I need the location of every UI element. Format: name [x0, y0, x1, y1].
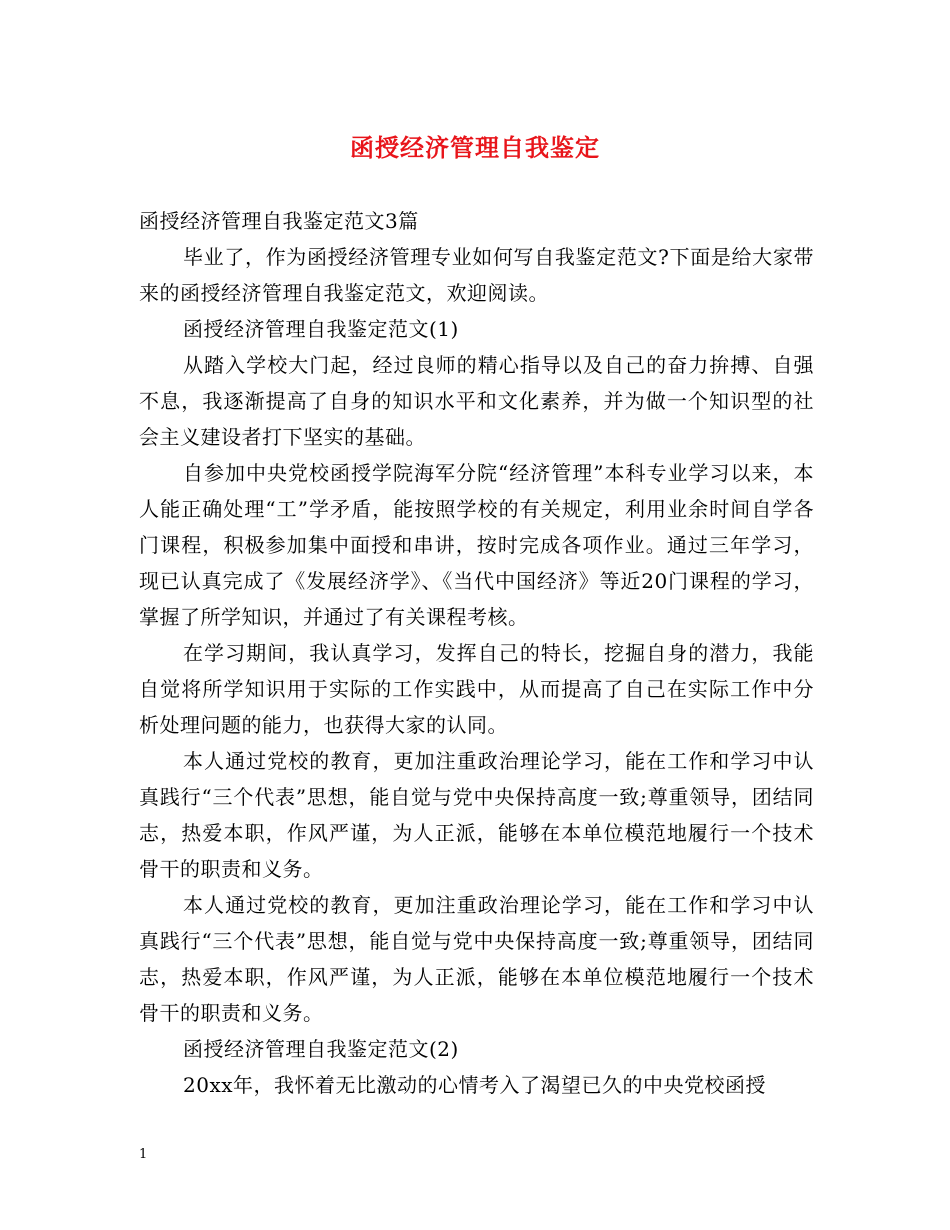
paragraph: 从踏入学校大门起，经过良师的精心指导以及自己的奋力拚搏、自强不息，我逐渐提高了自身的知识水平和文化素养，并为做一个知识型的社会主义建设者打下坚实的基础。 — [139, 353, 814, 449]
paragraph-intro: 毕业了，作为函授经济管理专业如何写自我鉴定范文?下面是给大家带来的函授经济管理自我鉴定范文，欢迎阅读。 — [139, 245, 814, 305]
section-heading-1: 函授经济管理自我鉴定范文(1) — [183, 317, 459, 341]
document-body — [139, 203, 814, 1103]
paragraph: 20xx年，我怀着无比激动的心情考入了渴望已久的中央党校函授 — [183, 1073, 767, 1097]
paragraph: 自参加中央党校函授学院海军分院“经济管理”本科专业学习以来，本人能正确处理“工”学矛盾，能按照学校的有关规定，利用业余时间自学各门课程，积极参加集中面授和串讲，按时完成各项作业。通过三年学习，现已认真完成了《发展经济学》、《当代中国经济》等近20门课程的学习，掌握了所学知识，并通过了有关课程考核。 — [139, 461, 814, 629]
document-title: 函授经济管理自我鉴定 — [350, 133, 600, 162]
section-heading-2: 函授经济管理自我鉴定范文(2) — [183, 1037, 459, 1061]
paragraph-subtitle: 函授经济管理自我鉴定范文3篇 — [139, 209, 419, 233]
page-number: 1 — [139, 1147, 148, 1162]
paragraph: 本人通过党校的教育，更加注重政治理论学习，能在工作和学习中认真践行“三个代表”思想，能自觉与党中央保持高度一致;尊重领导，团结同志，热爱本职，作风严谨，为人正派，能够在本单位模范地履行一个技术骨干的职责和义务。 — [139, 893, 814, 1025]
paragraph: 在学习期间，我认真学习，发挥自己的特长，挖掘自身的潜力，我能自觉将所学知识用于实际的工作实践中，从而提高了自己在实际工作中分析处理问题的能力，也获得大家的认同。 — [139, 641, 814, 737]
paragraph: 本人通过党校的教育，更加注重政治理论学习，能在工作和学习中认真践行“三个代表”思想，能自觉与党中央保持高度一致;尊重领导，团结同志，热爱本职，作风严谨，为人正派，能够在本单位模范地履行一个技术骨干的职责和义务。 — [139, 749, 814, 881]
